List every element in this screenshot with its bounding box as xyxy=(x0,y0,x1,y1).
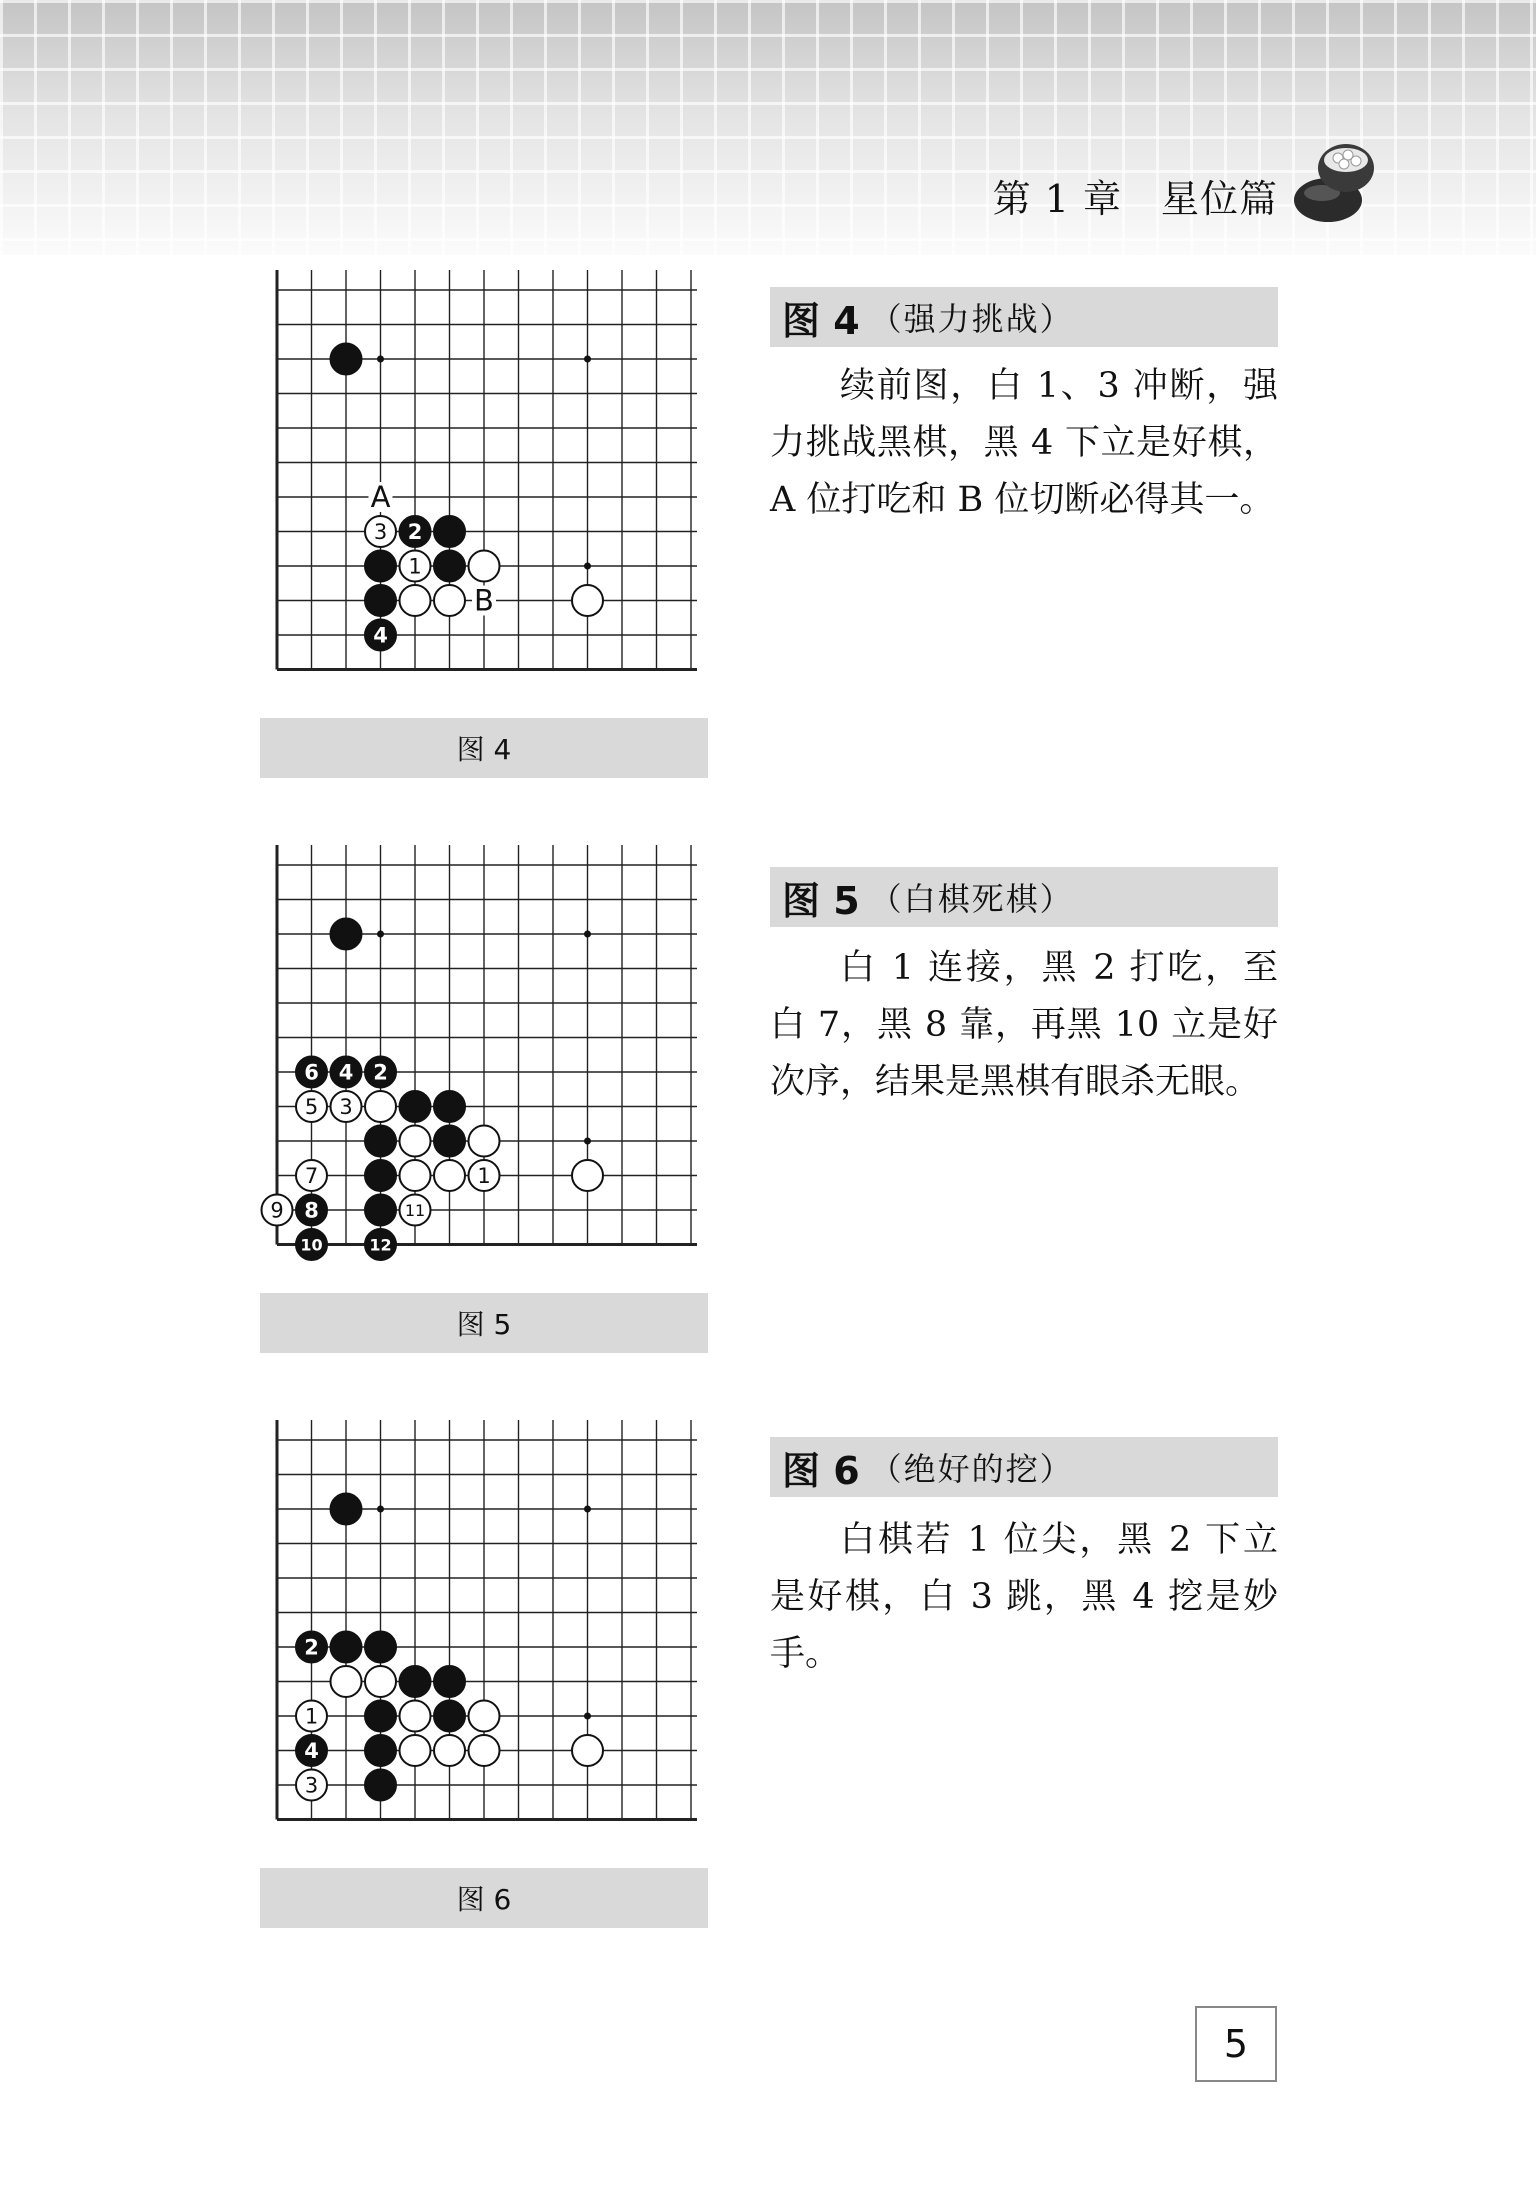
black-stone xyxy=(365,1195,396,1226)
figure-caption-4: 图 4 xyxy=(260,718,708,778)
move-number: 11 xyxy=(404,1200,426,1220)
star-point xyxy=(584,1506,591,1513)
black-stone xyxy=(365,1057,396,1088)
black-stone xyxy=(365,1770,396,1801)
black-stone xyxy=(331,1632,362,1663)
star-point xyxy=(377,931,384,938)
star-point xyxy=(584,356,591,363)
move-number: 5 xyxy=(304,1095,319,1120)
white-stone xyxy=(400,551,431,582)
white-stone xyxy=(469,1126,500,1157)
figure-heading-4 xyxy=(770,287,1278,347)
black-stone xyxy=(400,1666,431,1697)
star-point xyxy=(584,563,591,570)
white-stone xyxy=(400,1735,431,1766)
white-stone xyxy=(400,1701,431,1732)
figure-heading-label: 图 5 xyxy=(782,878,860,923)
star-point xyxy=(377,356,384,363)
position-label: B xyxy=(474,583,494,618)
white-stone xyxy=(469,1735,500,1766)
move-number: 4 xyxy=(338,1060,354,1085)
black-stone xyxy=(400,1091,431,1122)
move-number: 2 xyxy=(304,1635,319,1660)
move-number: 12 xyxy=(369,1235,392,1255)
white-stone xyxy=(400,1195,431,1226)
move-number: 4 xyxy=(373,623,388,648)
page-number: 5 xyxy=(1195,2006,1277,2082)
black-stone xyxy=(365,1701,396,1732)
black-stone xyxy=(365,1160,396,1191)
figure-6-explanation: 白棋若 1 位尖，黑 2 下立是好棋，白 3 跳，黑 4 挖是妙手。 xyxy=(770,1520,1278,1674)
figure-heading-subtitle: （绝好的挖） xyxy=(869,1450,1074,1488)
go-board-figure-4 xyxy=(255,270,715,690)
black-stone xyxy=(365,1229,396,1260)
move-number: 2 xyxy=(373,1060,388,1085)
white-stone xyxy=(296,1701,327,1732)
move-number: 3 xyxy=(373,520,388,545)
white-stone xyxy=(400,1160,431,1191)
white-stone xyxy=(296,1770,327,1801)
move-number: 9 xyxy=(270,1198,284,1223)
move-number: 1 xyxy=(408,554,422,579)
white-stone xyxy=(365,516,396,547)
figure-caption-5: 图 5 xyxy=(260,1293,708,1353)
figure-heading-5 xyxy=(770,867,1278,927)
black-stone xyxy=(296,1195,327,1226)
chapter-title: 第 1 章 星位篇 xyxy=(992,177,1278,221)
white-stone xyxy=(434,1160,465,1191)
figure-heading-label: 图 6 xyxy=(782,1448,860,1493)
white-stone xyxy=(400,1126,431,1157)
move-number: 1 xyxy=(304,1704,319,1729)
move-number: 4 xyxy=(304,1739,319,1764)
go-board-figure-5 xyxy=(255,845,715,1265)
figure-heading-subtitle: （白棋死棋） xyxy=(869,880,1074,918)
white-stone xyxy=(262,1195,293,1226)
black-stone xyxy=(296,1735,327,1766)
black-stone xyxy=(331,1494,362,1525)
black-stone xyxy=(365,620,396,651)
move-number: 6 xyxy=(304,1060,319,1085)
go-bowl-icon xyxy=(1288,138,1384,228)
star-point xyxy=(377,1506,384,1513)
white-stone xyxy=(434,585,465,616)
black-stone xyxy=(331,919,362,950)
black-stone xyxy=(434,551,465,582)
black-stone xyxy=(365,1735,396,1766)
go-board-figure-6 xyxy=(255,1420,715,1840)
figure-heading-subtitle: （强力挑战） xyxy=(869,300,1074,338)
move-number: 3 xyxy=(339,1095,353,1120)
white-stone xyxy=(572,585,603,616)
figure-5-explanation: 白 1 连接，黑 2 打吃，至白 7，黑 8 靠，再黑 10 立是好次序，结果是黑棋有眼杀无眼。 xyxy=(770,948,1278,1102)
white-stone xyxy=(469,1701,500,1732)
white-stone xyxy=(469,551,500,582)
black-stone xyxy=(365,551,396,582)
star-point xyxy=(584,931,591,938)
black-stone xyxy=(296,1229,327,1260)
move-number: 2 xyxy=(407,520,423,545)
white-stone xyxy=(400,585,431,616)
white-stone xyxy=(296,1160,327,1191)
page-header xyxy=(0,0,1536,255)
white-stone xyxy=(365,1666,396,1697)
white-stone xyxy=(296,1091,327,1122)
figure-caption-6: 图 6 xyxy=(260,1868,708,1928)
star-point xyxy=(584,1713,591,1720)
black-stone xyxy=(434,1091,465,1122)
white-stone xyxy=(331,1666,362,1697)
white-stone xyxy=(331,1091,362,1122)
black-stone xyxy=(434,1126,465,1157)
figure-4-explanation: 续前图，白 1、3 冲断，强力挑战黑棋，黑 4 下立是好棋，A 位打吃和 B 位切断必得其一。 xyxy=(770,366,1278,520)
black-stone xyxy=(331,1057,362,1088)
black-stone xyxy=(296,1057,327,1088)
move-number: 1 xyxy=(477,1164,491,1189)
move-number: 8 xyxy=(304,1198,319,1223)
black-stone xyxy=(434,1666,465,1697)
figure-heading-6 xyxy=(770,1437,1278,1497)
move-number: 3 xyxy=(304,1773,319,1798)
move-number: 10 xyxy=(300,1235,323,1255)
white-stone xyxy=(365,1091,396,1122)
black-stone xyxy=(434,1701,465,1732)
black-stone xyxy=(331,344,362,375)
star-point xyxy=(584,1138,591,1145)
white-stone xyxy=(469,1160,500,1191)
black-stone xyxy=(365,1126,396,1157)
white-stone xyxy=(572,1160,603,1191)
black-stone xyxy=(365,1632,396,1663)
black-stone xyxy=(365,585,396,616)
white-stone xyxy=(572,1735,603,1766)
black-stone xyxy=(434,516,465,547)
position-label: A xyxy=(370,480,391,514)
black-stone xyxy=(400,516,431,547)
move-number: 7 xyxy=(304,1164,319,1189)
black-stone xyxy=(296,1632,327,1663)
figure-heading-label: 图 4 xyxy=(782,298,860,343)
white-stone xyxy=(434,1735,465,1766)
